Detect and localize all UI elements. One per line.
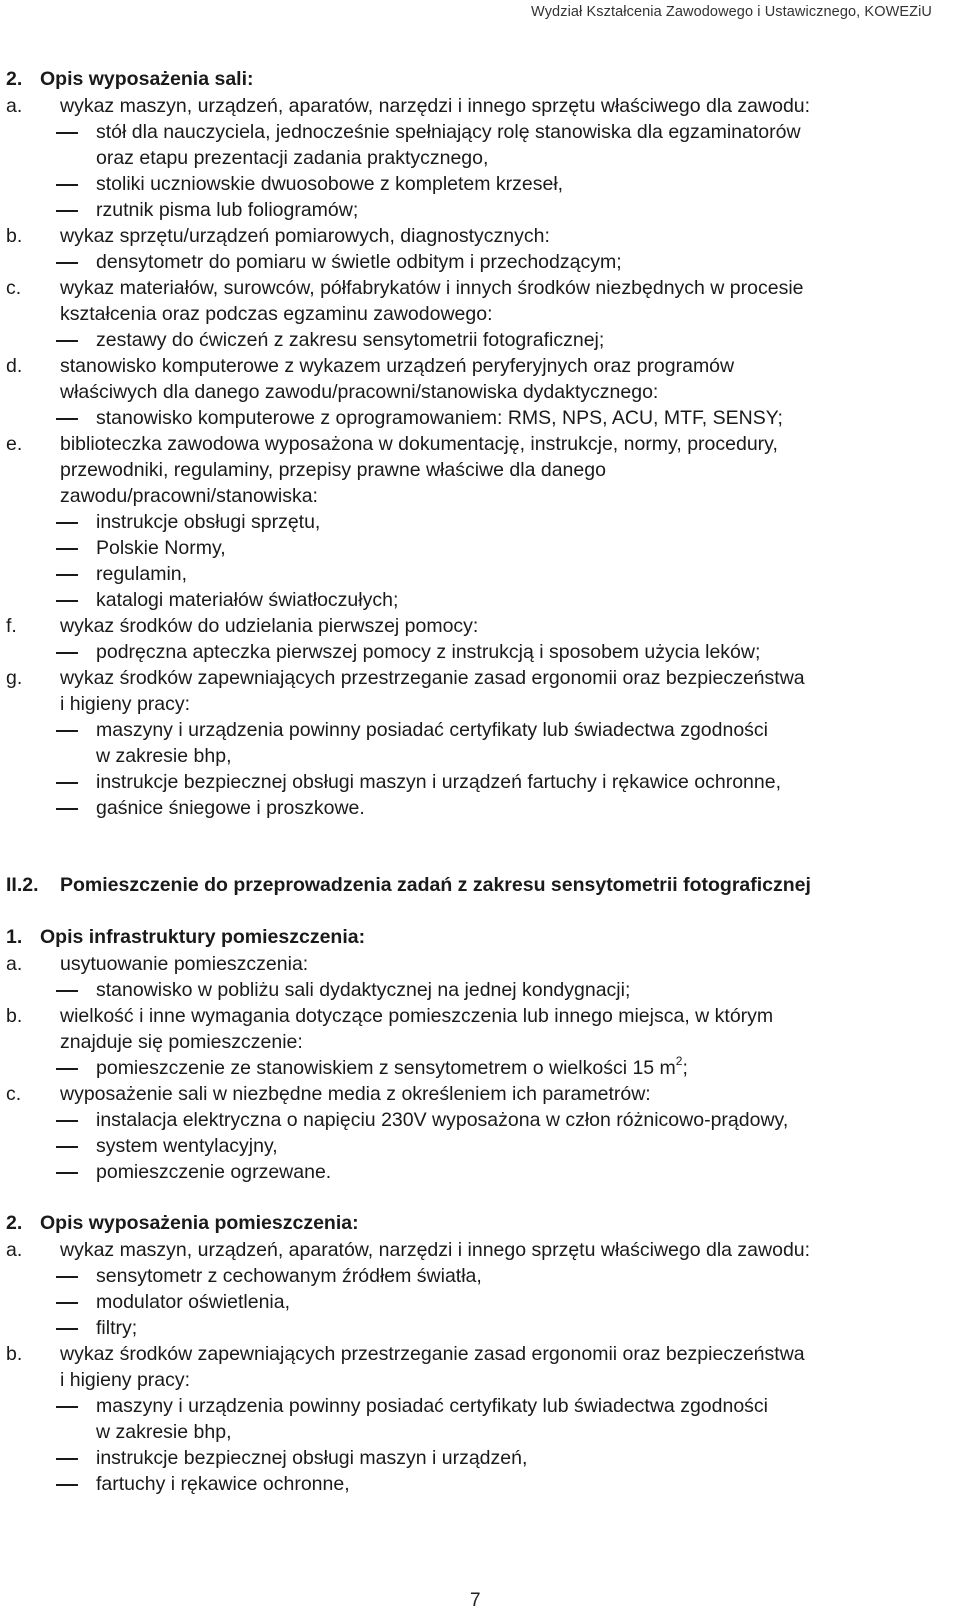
item-text: wyposażenie sali w niezbędne media z określeniem ich parametrów: bbox=[60, 1083, 651, 1105]
item-text: wykaz środków do udzielania pierwszej pomocy: bbox=[60, 615, 479, 637]
item-text: kształcenia oraz podczas egzaminu zawodowego: bbox=[60, 303, 493, 325]
dash-bullet bbox=[56, 1146, 78, 1148]
continuation-line bbox=[0, 1419, 960, 1445]
heading-number: 2. bbox=[6, 1212, 23, 1234]
dash-bullet bbox=[56, 1276, 78, 1278]
page-number: 7 bbox=[470, 1590, 481, 1611]
item-text: usytuowanie pomieszczenia: bbox=[60, 953, 309, 975]
item-text: biblioteczka zawodowa wyposażona w dokumentację, instrukcje, normy, procedury, bbox=[60, 433, 778, 455]
bullet-text: stanowisko w pobliżu sali dydaktycznej na jednej kondygnacji; bbox=[96, 979, 631, 1001]
bullet-item bbox=[0, 405, 960, 431]
dash-bullet bbox=[56, 1406, 78, 1408]
bullet-item bbox=[0, 717, 960, 743]
bullet-text: w zakresie bhp, bbox=[96, 1421, 232, 1443]
item-label: f. bbox=[6, 615, 17, 637]
item-label: b. bbox=[6, 1005, 23, 1027]
bullet-item bbox=[0, 795, 960, 821]
bullet-text: oraz etapu prezentacji zadania praktycznego, bbox=[96, 147, 489, 169]
list-item bbox=[0, 613, 960, 639]
dash-bullet bbox=[56, 1484, 78, 1486]
bullet-text: filtry; bbox=[96, 1317, 138, 1339]
heading-text: Opis infrastruktury pomieszczenia: bbox=[40, 926, 366, 948]
item-text: wykaz środków zapewniających przestrzeganie zasad ergonomii oraz bezpieczeństwa bbox=[60, 667, 805, 689]
bullet-item bbox=[0, 327, 960, 353]
item-label: a. bbox=[6, 95, 23, 117]
item-label: c. bbox=[6, 1083, 22, 1105]
bullet-text-main: pomieszczenie ze stanowiskiem z sensytometrem o wielkości 15 m bbox=[96, 1057, 676, 1079]
superscript: 2 bbox=[675, 1053, 683, 1068]
continuation-line bbox=[0, 483, 960, 509]
bullet-item bbox=[0, 197, 960, 223]
item-label: c. bbox=[6, 277, 22, 299]
continuation-line bbox=[0, 301, 960, 327]
bullet-item bbox=[0, 1159, 960, 1185]
dash-bullet bbox=[56, 1328, 78, 1330]
item-text: znajduje się pomieszczenie: bbox=[60, 1031, 303, 1053]
item-text: i higieny pracy: bbox=[60, 693, 191, 715]
dash-bullet bbox=[56, 132, 78, 134]
bullet-text: rzutnik pisma lub foliogramów; bbox=[96, 199, 359, 221]
bullet-item bbox=[0, 1289, 960, 1315]
bullet-item bbox=[0, 561, 960, 587]
heading-row bbox=[0, 1210, 960, 1236]
dash-bullet bbox=[56, 340, 78, 342]
bullet-item bbox=[0, 1263, 960, 1289]
continuation-line bbox=[0, 691, 960, 717]
continuation-line bbox=[0, 1029, 960, 1055]
bullet-text: system wentylacyjny, bbox=[96, 1135, 278, 1157]
bullet-item bbox=[0, 587, 960, 613]
bullet-text: regulamin, bbox=[96, 563, 188, 585]
item-label: b. bbox=[6, 1343, 23, 1365]
bullet-text: w zakresie bhp, bbox=[96, 745, 232, 767]
heading-row bbox=[0, 924, 960, 950]
section-title: Pomieszczenie do przeprowadzenia zadań z zakresu sensytometrii fotograficznej bbox=[60, 874, 811, 896]
bullet-text: instalacja elektryczna o napięciu 230V wyposażona w człon różnicowo-prądowy, bbox=[96, 1109, 789, 1131]
bullet-text: fartuchy i rękawice ochronne, bbox=[96, 1473, 350, 1495]
heading-number: 2. bbox=[6, 68, 23, 90]
list-item bbox=[0, 275, 960, 301]
bullet-item bbox=[0, 1471, 960, 1497]
bullet-item bbox=[0, 1133, 960, 1159]
continuation-line bbox=[0, 743, 960, 769]
item-label: g. bbox=[6, 667, 23, 689]
bullet-text: sensytometr z cechowanym źródłem światła, bbox=[96, 1265, 482, 1287]
list-item bbox=[0, 665, 960, 691]
bullet-text: maszyny i urządzenia powinny posiadać certyfikaty lub świadectwa zgodności bbox=[96, 719, 768, 741]
heading-row bbox=[0, 66, 960, 92]
bullet-text-end: ; bbox=[682, 1057, 688, 1079]
bullet-item bbox=[0, 1055, 960, 1081]
item-text: zawodu/pracowni/stanowiska: bbox=[60, 485, 318, 507]
bullet-text: instrukcje bezpiecznej obsługi maszyn i urządzeń, bbox=[96, 1447, 528, 1469]
dash-bullet bbox=[56, 1172, 78, 1174]
bullet-text: densytometr do pomiaru w świetle odbitym i przechodzącym; bbox=[96, 251, 622, 273]
bullet-item bbox=[0, 1445, 960, 1471]
bullet-text bbox=[96, 1055, 688, 1081]
dash-bullet bbox=[56, 1458, 78, 1460]
dash-bullet bbox=[56, 1302, 78, 1304]
bullet-item bbox=[0, 639, 960, 665]
list-item bbox=[0, 1081, 960, 1107]
item-label: a. bbox=[6, 953, 23, 975]
dash-bullet bbox=[56, 548, 78, 550]
dash-bullet bbox=[56, 990, 78, 992]
list-item bbox=[0, 223, 960, 249]
dash-bullet bbox=[56, 808, 78, 810]
bullet-text: modulator oświetlenia, bbox=[96, 1291, 291, 1313]
list-item bbox=[0, 1237, 960, 1263]
section-number: II.2. bbox=[6, 874, 39, 896]
bullet-item bbox=[0, 1315, 960, 1341]
bullet-text: katalogi materiałów światłoczułych; bbox=[96, 589, 399, 611]
continuation-line bbox=[0, 145, 960, 171]
bullet-item bbox=[0, 1107, 960, 1133]
section-title-row bbox=[0, 872, 960, 898]
dash-bullet bbox=[56, 1068, 78, 1070]
bullet-text: instrukcje obsługi sprzętu, bbox=[96, 511, 321, 533]
bullet-item bbox=[0, 509, 960, 535]
item-text: i higieny pracy: bbox=[60, 1369, 191, 1391]
dash-bullet bbox=[56, 600, 78, 602]
bullet-item bbox=[0, 1393, 960, 1419]
item-text: właściwych dla danego zawodu/pracowni/stanowiska dydaktycznego: bbox=[60, 381, 659, 403]
item-text: przewodniki, regulaminy, przepisy prawne właściwe dla danego bbox=[60, 459, 606, 481]
list-item bbox=[0, 353, 960, 379]
bullet-text: stół dla nauczyciela, jednocześnie spełniający rolę stanowiska dla egzaminatorów bbox=[96, 121, 801, 143]
item-label: e. bbox=[6, 433, 23, 455]
item-label: d. bbox=[6, 355, 23, 377]
item-text: wykaz sprzętu/urządzeń pomiarowych, diagnostycznych: bbox=[60, 225, 550, 247]
item-text: stanowisko komputerowe z wykazem urządzeń peryferyjnych oraz programów bbox=[60, 355, 735, 377]
list-item bbox=[0, 1003, 960, 1029]
heading-text: Opis wyposażenia sali: bbox=[40, 68, 254, 90]
heading-text: Opis wyposażenia pomieszczenia: bbox=[40, 1212, 359, 1234]
list-item bbox=[0, 951, 960, 977]
bullet-text: maszyny i urządzenia powinny posiadać certyfikaty lub świadectwa zgodności bbox=[96, 1395, 768, 1417]
item-text: wykaz maszyn, urządzeń, aparatów, narzędzi i innego sprzętu właściwego dla zawodu: bbox=[60, 1239, 811, 1261]
bullet-text: podręczna apteczka pierwszej pomocy z instrukcją i sposobem użycia leków; bbox=[96, 641, 761, 663]
dash-bullet bbox=[56, 1120, 78, 1122]
continuation-line bbox=[0, 1367, 960, 1393]
continuation-line bbox=[0, 379, 960, 405]
bullet-item bbox=[0, 535, 960, 561]
dash-bullet bbox=[56, 522, 78, 524]
list-item bbox=[0, 1341, 960, 1367]
item-label: a. bbox=[6, 1239, 23, 1261]
page-header: Wydział Kształcenia Zawodowego i Ustawicznego, KOWEZiU bbox=[531, 4, 932, 20]
bullet-item bbox=[0, 249, 960, 275]
continuation-line bbox=[0, 457, 960, 483]
bullet-item bbox=[0, 171, 960, 197]
bullet-item bbox=[0, 119, 960, 145]
bullet-text: stoliki uczniowskie dwuosobowe z kompletem krzeseł, bbox=[96, 173, 564, 195]
dash-bullet bbox=[56, 782, 78, 784]
bullet-text: stanowisko komputerowe z oprogramowaniem: RMS, NPS, ACU, MTF, SENSY; bbox=[96, 407, 783, 429]
bullet-item bbox=[0, 769, 960, 795]
dash-bullet bbox=[56, 652, 78, 654]
dash-bullet bbox=[56, 184, 78, 186]
item-text: wielkość i inne wymagania dotyczące pomieszczenia lub innego miejsca, w którym bbox=[60, 1005, 774, 1027]
item-text: wykaz materiałów, surowców, półfabrykatów i innych środków niezbędnych w procesie bbox=[60, 277, 804, 299]
list-item bbox=[0, 431, 960, 457]
dash-bullet bbox=[56, 418, 78, 420]
bullet-text: pomieszczenie ogrzewane. bbox=[96, 1161, 332, 1183]
item-text: wykaz maszyn, urządzeń, aparatów, narzędzi i innego sprzętu właściwego dla zawodu: bbox=[60, 95, 811, 117]
bullet-text: Polskie Normy, bbox=[96, 537, 226, 559]
list-item bbox=[0, 93, 960, 119]
dash-bullet bbox=[56, 730, 78, 732]
bullet-text: instrukcje bezpiecznej obsługi maszyn i urządzeń fartuchy i rękawice ochronne, bbox=[96, 771, 782, 793]
dash-bullet bbox=[56, 574, 78, 576]
heading-number: 1. bbox=[6, 926, 23, 948]
dash-bullet bbox=[56, 262, 78, 264]
bullet-text: gaśnice śniegowe i proszkowe. bbox=[96, 797, 365, 819]
item-text: wykaz środków zapewniających przestrzeganie zasad ergonomii oraz bezpieczeństwa bbox=[60, 1343, 805, 1365]
bullet-text: zestawy do ćwiczeń z zakresu sensytometrii fotograficznej; bbox=[96, 329, 605, 351]
dash-bullet bbox=[56, 210, 78, 212]
bullet-item bbox=[0, 977, 960, 1003]
item-label: b. bbox=[6, 225, 23, 247]
